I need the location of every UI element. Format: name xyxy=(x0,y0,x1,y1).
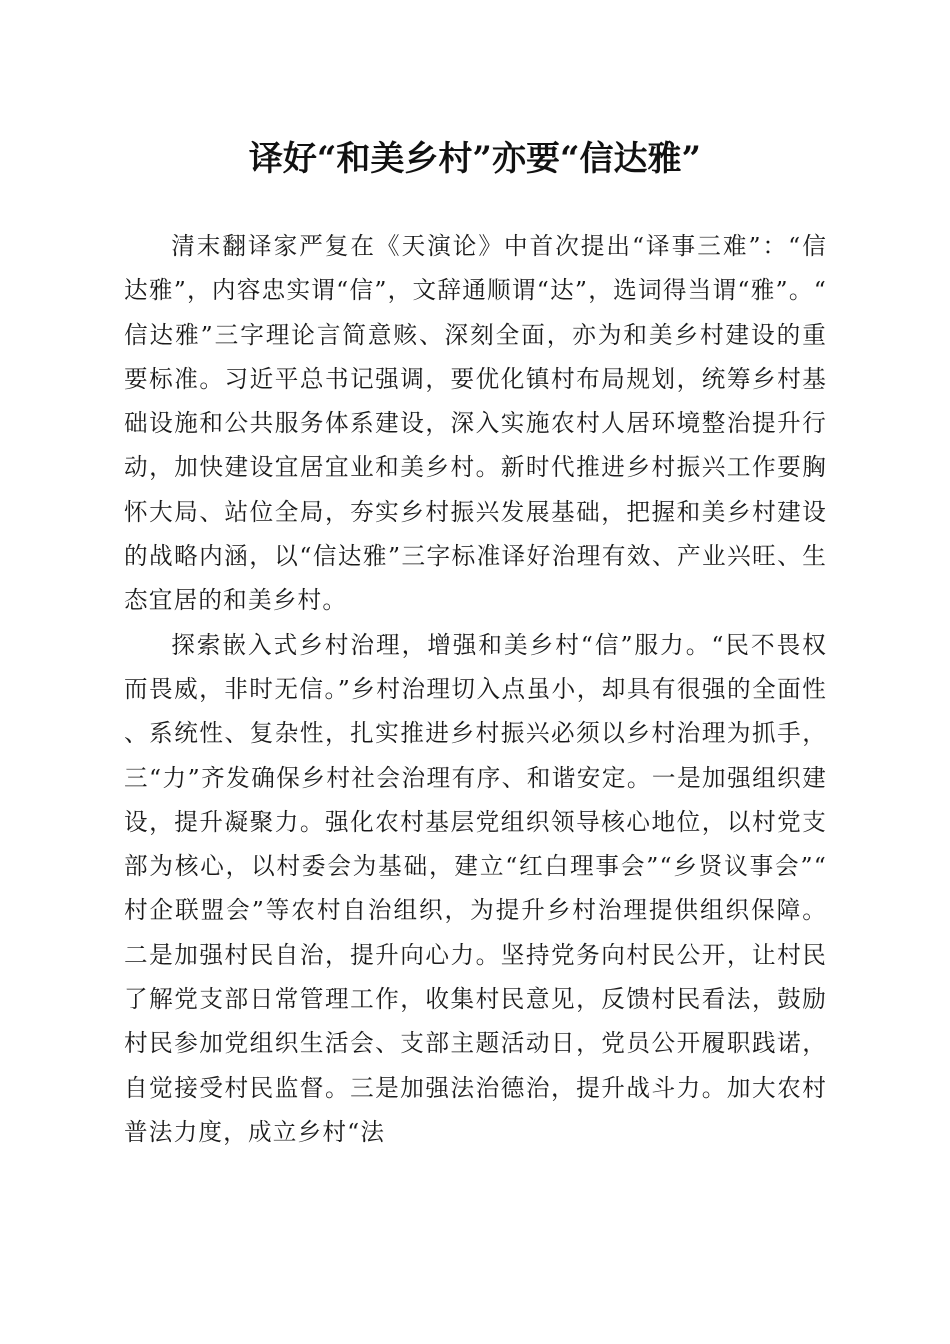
document-body xyxy=(124,224,827,1154)
document-title: 译好“和美乡村”亦要“信达雅” xyxy=(248,139,702,179)
paragraph-1: 清末翻译家严复在《天演论》中首次提出“译事三难”：“信达雅”，内容忠实谓“信”，文辞通顺谓“达”，选词得当谓“雅”。“信达雅”三字理论言简意赅、深刻全面，亦为和美乡村建设的重要标准。习近平总书记强调，要优化镇村布局规划，统筹乡村基础设施和公共服务体系建设，深入实施农村人居环境整治提升行动，加快建设宜居宜业和美乡村。新时代推进乡村振兴工作要胸怀大局、站位全局，夯实乡村振兴发展基础，把握和美乡村建设的战略内涵，以“信达雅”三字标准译好治理有效、产业兴旺、生态宜居的和美乡村。 xyxy=(124,232,827,615)
paragraph-2: 探索嵌入式乡村治理，增强和美乡村“信”服力。“民不畏权而畏威，非时无信。”乡村治理切入点虽小，却具有很强的全面性、系统性、复杂性，扎实推进乡村振兴必须以乡村治理为抓手，三“力”齐发确保乡村社会治理有序、和谐安定。一是加强组织建设，提升凝聚力。强化农村基层党组织领导核心地位，以村党支部为核心，以村委会为基础，建立“红白理事会”“乡贤议事会”“村企联盟会”等农村自治组织，为提升乡村治理提供组织保障。二是加强村民自治，提升向心力。坚持党务向村民公开，让村民了解党支部日常管理工作，收集村民意见，反馈村民看法，鼓励村民参加党组织生活会、支部主题活动日，党员公开履职践诺，自觉接受村民监督。三是加强法治德治，提升战斗力。加大农村普法力度，成立乡村“法 xyxy=(124,630,827,1146)
